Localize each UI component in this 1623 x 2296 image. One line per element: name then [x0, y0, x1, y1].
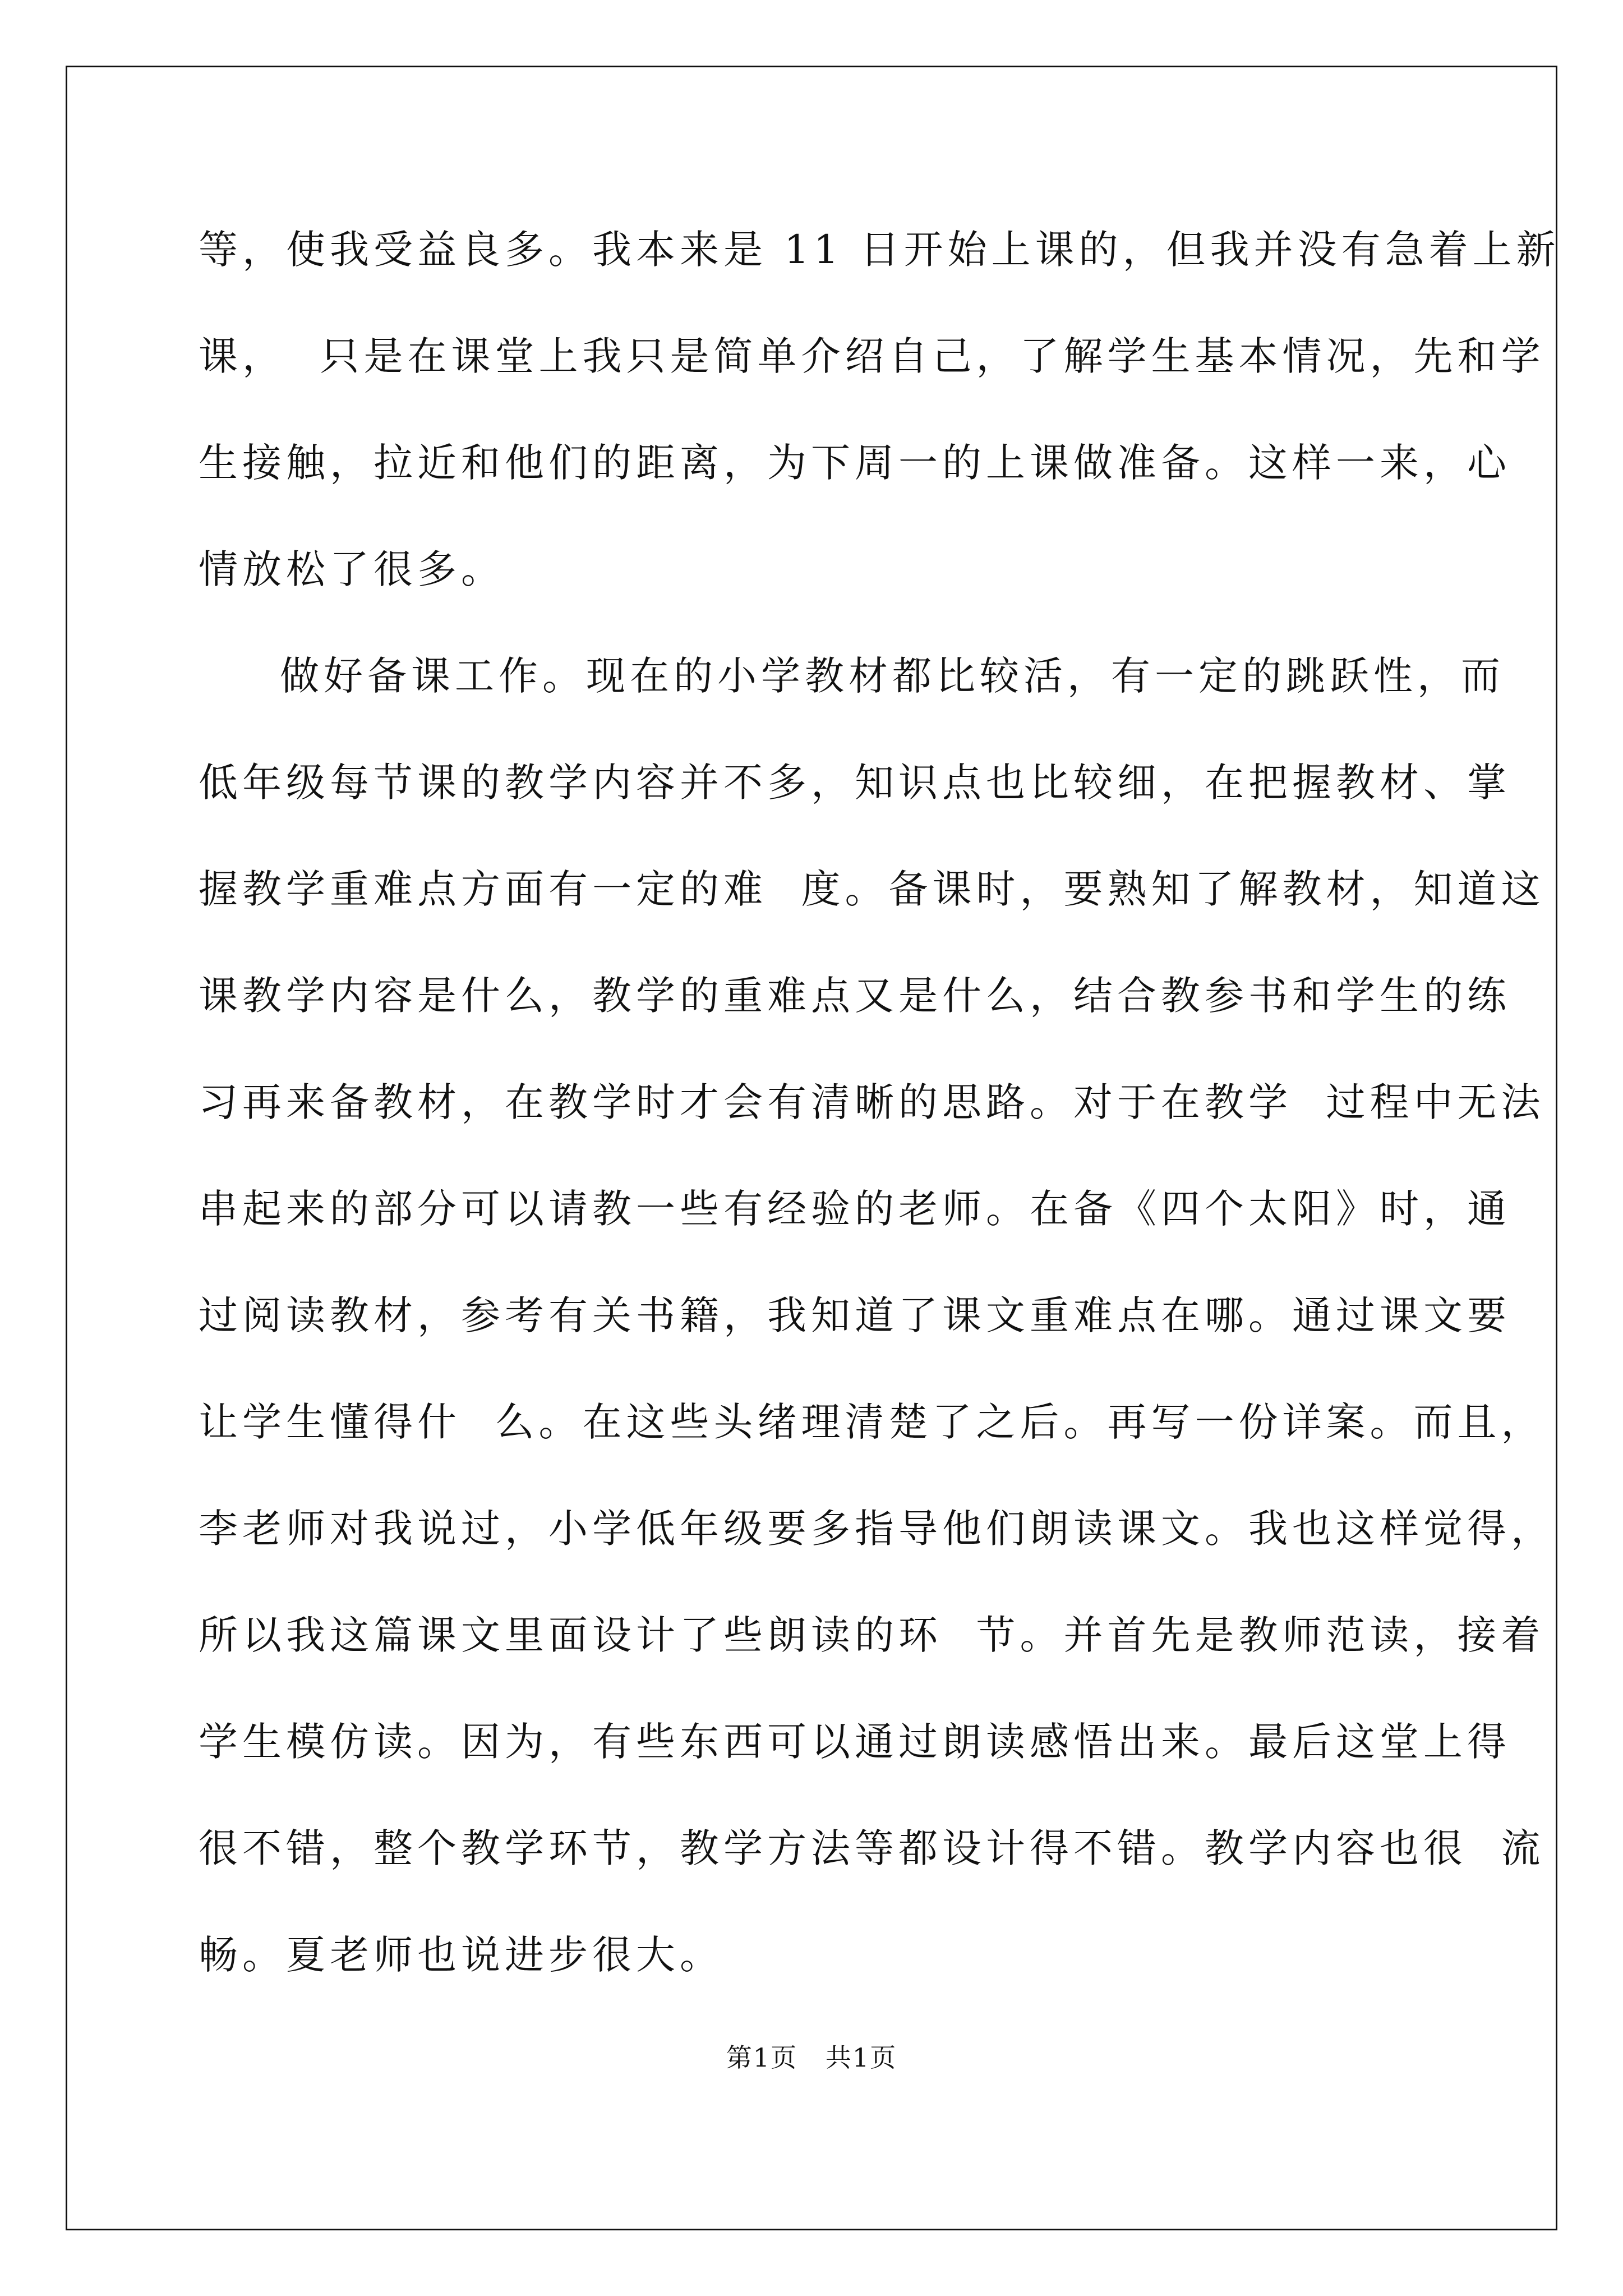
paragraph-2-line-12: 很不错，整个教学环节，教学方法等都设计得不错。教学内容也很 流	[199, 1825, 1545, 1871]
paragraph-2-line-3: 握教学重难点方面有一定的难 度。备课时，要熟知了解教材，知道这	[199, 866, 1545, 912]
paragraph-2-line-7: 过阅读教材，参考有关书籍，我知道了课文重难点在哪。通过课文要	[199, 1292, 1511, 1338]
paragraph-2-line-6: 串起来的部分可以请教一些有经验的老师。在备《四个太阳》时，通	[199, 1186, 1511, 1232]
paragraph-2-line-8: 让学生懂得什 么。在这些头绪理清楚了之后。再写一份详案。而且，	[199, 1399, 1545, 1445]
paragraph-2-line-2: 低年级每节课的教学内容并不多，知识点也比较细，在把握教材、掌	[199, 760, 1511, 806]
paragraph-2-line-11: 学生模仿读。因为，有些东西可以通过朗读感悟出来。最后这堂上得	[199, 1719, 1511, 1765]
paragraph-2-line-10: 所以我这篇课文里面设计了些朗读的环 节。并首先是教师范读，接着	[199, 1612, 1545, 1658]
paragraph-1-line-3: 生接触，拉近和他们的距离，为下周一的上课做准备。这样一来，心	[199, 440, 1511, 486]
paragraph-2-line-5: 习再来备教材，在教学时才会有清晰的思路。对于在教学 过程中无法	[199, 1079, 1545, 1125]
document-body	[199, 208, 1560, 2019]
paragraph-1-line-2: 课， 只是在课堂上我只是简单介绍自己，了解学生基本情况，先和学	[199, 333, 1545, 379]
paragraph-1-line-1: 等，使我受益良多。我本来是 11 日开始上课的，但我并没有急着上新	[199, 227, 1560, 273]
paragraph-2-line-9: 李老师对我说过，小学低年级要多指导他们朗读课文。我也这样觉得，	[199, 1506, 1555, 1552]
paragraph-1-line-4: 情放松了很多。	[199, 546, 505, 592]
paragraph-2-line-1: 做好备课工作。现在的小学教材都比较活，有一定的跳跃性，而	[280, 653, 1505, 699]
paragraph-2-line-4: 课教学内容是什么，教学的重难点又是什么，结合教参书和学生的练	[199, 973, 1511, 1019]
paragraph-2-line-13: 畅。夏老师也说进步很大。	[199, 1932, 723, 1978]
page-footer: 第1页 共1页	[726, 2042, 897, 2073]
